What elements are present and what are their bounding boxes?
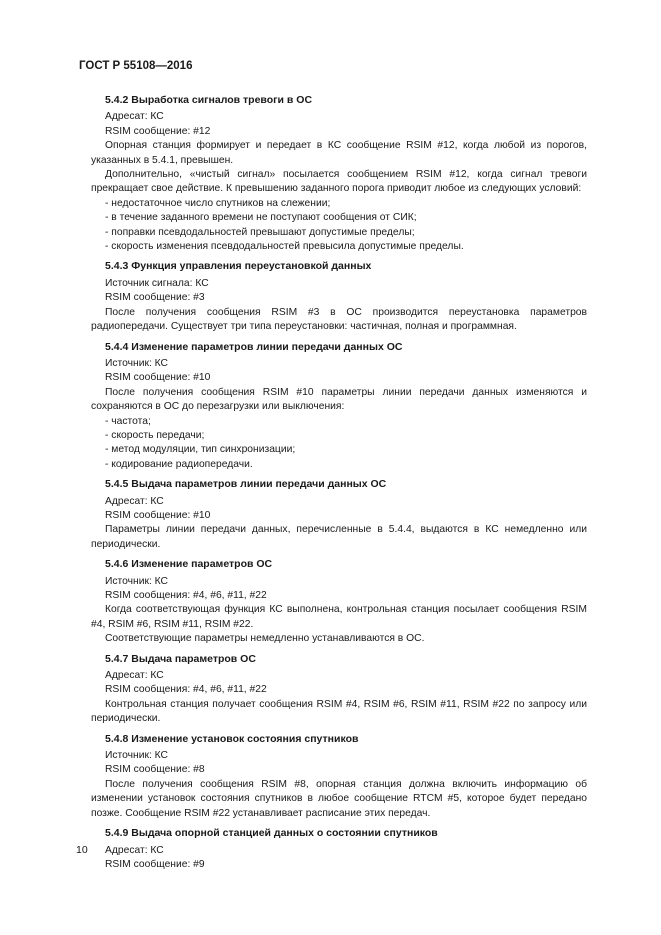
paragraph: RSIM сообщение: #3 [105, 292, 205, 304]
paragraph: RSIM сообщение: #9 [105, 858, 205, 870]
section-title: 5.4.6 Изменение параметров ОС [105, 558, 273, 571]
condition-list [91, 415, 587, 473]
paragraph: RSIM сообщения: #4, #6, #11, #22 [105, 684, 267, 696]
paragraph: Контрольная станция получает сообщения RSIM #4, RSIM #6, RSIM #11, RSIM #22 по запросу или периодически. [91, 698, 587, 725]
section [91, 93, 587, 254]
paragraph: RSIM сообщение: #10 [105, 509, 211, 521]
section-title: 5.4.9 Выдача опорной станцией данных о состоянии спутников [105, 827, 438, 840]
paragraph: Источник: КС [105, 575, 168, 587]
document-body [91, 93, 587, 877]
paragraph: RSIM сообщение: #12 [105, 125, 211, 137]
list-item: - в течение заданного времени не поступают сообщения от СИК; [105, 212, 417, 224]
section [91, 826, 587, 872]
list-item: - недостаточное число спутников на слежении; [105, 197, 331, 209]
paragraph: RSIM сообщение: #10 [105, 372, 211, 384]
section-title: 5.4.5 Выдача параметров линии передачи данных ОС [105, 478, 387, 491]
paragraph: После получения сообщения RSIM #8, опорная станция должна включить информацию об изменении установок состояния спутников в любое сообщение RTCM #5, которое будет передано позже. Сообщение RSIM #22 устанавливает расписание этих передач. [91, 778, 587, 819]
paragraph: Параметры линии передачи данных, перечисленные в 5.4.4, выдаются в КС немедленно или периодически. [91, 524, 587, 550]
list-item: - метод модуляции, тип синхронизации; [105, 444, 296, 456]
paragraph: RSIM сообщения: #4, #6, #11, #22 [105, 590, 267, 601]
section [91, 340, 587, 473]
section-title: 5.4.3 Функция управления переустановкой данных [105, 260, 372, 273]
section [91, 652, 587, 727]
section [91, 259, 587, 334]
paragraph: Когда соответствующая функция КС выполнена, контрольная станция посылает сообщения RSIM #4, RSIM #6, RSIM #11, RSIM #22. [91, 604, 587, 630]
paragraph: Адресат: КС [105, 844, 164, 856]
paragraph: После получения сообщения RSIM #10 параметры линии передачи данных изменяются и сохраняются в ОС до перезагрузки или выключения: [91, 386, 587, 413]
list-item: - скорость изменения псевдодальностей превысила допустимые пределы. [105, 241, 464, 253]
paragraph: Опорная станция формирует и передает в КС сообщение RSIM #12, когда любой из порогов, указанных в 5.4.1, превышен. [91, 140, 587, 166]
section-title: 5.4.7 Выдача параметров ОС [105, 652, 256, 665]
list-item: - поправки псевдодальностей превышают допустимые пределы; [105, 226, 415, 238]
page-number: 10 [76, 844, 88, 856]
paragraph: Источник сигнала: КС [105, 277, 209, 289]
list-item: - скорость передачи; [105, 429, 205, 441]
paragraph: Адресат: КС [105, 111, 164, 123]
paragraph: Соответствующие параметры немедленно устанавливаются в ОС. [105, 633, 425, 645]
section-title: 5.4.8 Изменение установок состояния спутников [105, 732, 359, 745]
list-item: - частота; [105, 415, 151, 427]
section-title: 5.4.4 Изменение параметров линии передачи данных ОС [105, 340, 403, 353]
paragraph: RSIM сообщение: #8 [105, 764, 205, 776]
section [91, 477, 587, 552]
paragraph: Адресат: КС [105, 495, 164, 507]
condition-list [91, 197, 587, 255]
section [91, 557, 587, 646]
paragraph: После получения сообщения RSIM #3 в ОС производится переустановка параметров радиопередачи. Существует три типа переустановки: частичная, полная и программная. [91, 306, 587, 333]
section-title: 5.4.2 Выработка сигналов тревоги в ОС [105, 94, 313, 106]
section [91, 732, 587, 821]
paragraph: Адресат: КС [105, 670, 164, 682]
paragraph: Дополнительно, «чистый сигнал» посылается сообщением RSIM #12, когда сигнал тревоги прекращает свое действие. К превышению заданного порога приводит любое из следующих условий: [91, 169, 587, 195]
list-item: - кодирование радиопередачи. [105, 458, 253, 470]
paragraph: Источник: КС [105, 357, 168, 369]
paragraph: Источник: КС [105, 750, 168, 762]
document-header: ГОСТ Р 55108—2016 [79, 60, 193, 72]
